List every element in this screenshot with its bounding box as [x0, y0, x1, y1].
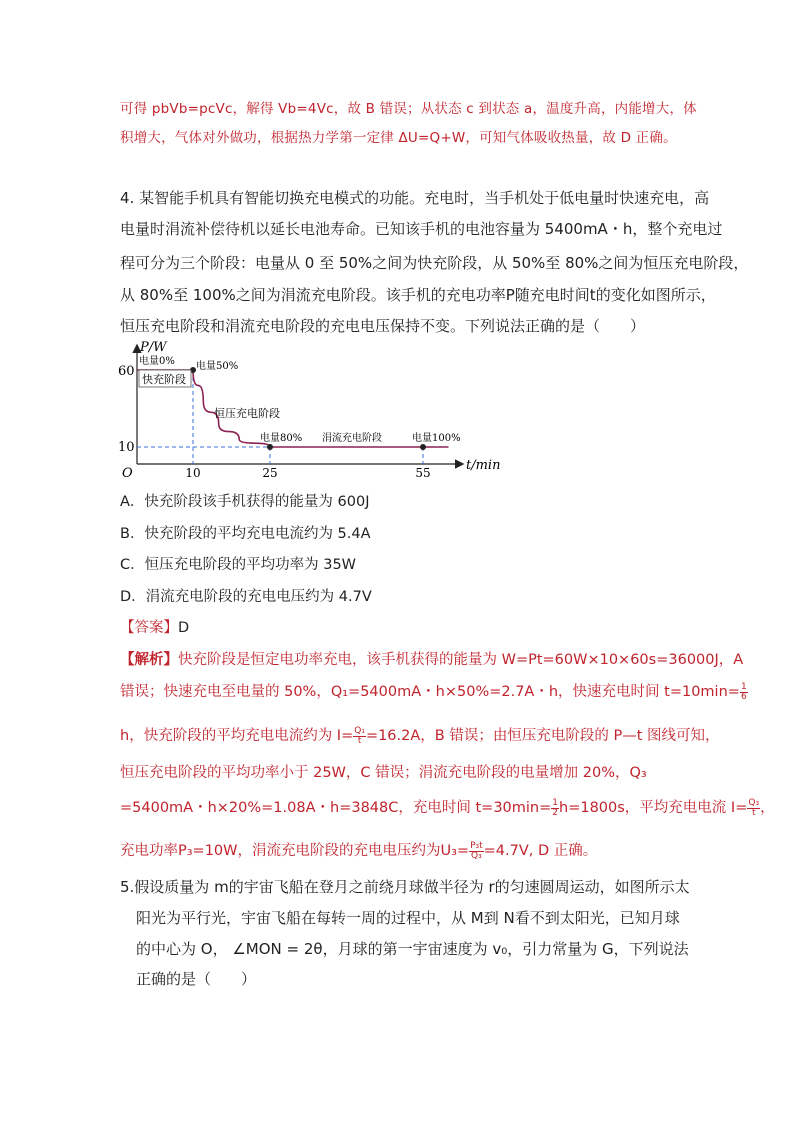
- fraction: $\frac{\text{P₃t}}{\text{Q₃}}$: [470, 840, 483, 861]
- analysis-text: 快充阶段是恒定电功率充电，该手机获得的能量为 W=Pt=60W×10×60s=36000J，A: [178, 652, 744, 668]
- analysis-text: 充电功率P₃=10W，涓流充电阶段的充电电压约为U₃=: [120, 843, 470, 859]
- annotation-battery-100: 电量100%: [412, 433, 461, 444]
- y-tick-label: 60: [118, 364, 135, 379]
- q4-line-1: 4. 某智能手机具有智能切换充电模式的功能。充电时，当手机处于低电量时快速充电，高: [120, 189, 710, 207]
- fraction: $\frac{1}{2}$: [552, 797, 559, 818]
- analysis-line-4: 恒压充电阶段的平均功率小于 25W，C 错误；涓流充电阶段的电量增加 20%，Q₃: [120, 765, 647, 781]
- analysis-text: 错误；快速充电至电量的 50%，Q₁=5400mA・h×50%=2.7A・h，快速充电时间 t=10min=: [120, 684, 740, 700]
- answer-label: 【答案】: [120, 620, 178, 636]
- fraction: $\frac{1}{6}$: [740, 681, 747, 702]
- q5-line-1: 5.假设质量为 m的宇宙飞船在登月之前绕月球做半径为 r的匀速圆周运动，如图所示太: [120, 878, 690, 896]
- point-marker: [420, 444, 426, 450]
- analysis-line-1: [120, 648, 743, 669]
- analysis-line-2: [120, 680, 748, 702]
- analysis-text: =16.2A，B 错误；由恒压充电阶段的 P—t 图线可知，: [365, 728, 720, 744]
- analysis-text: ，: [760, 800, 775, 816]
- annotation-trickle-stage: 涓流充电阶段: [322, 433, 382, 444]
- annotation-fast-stage: 快充阶段: [142, 373, 186, 386]
- q4-line-3: 程可分为三个阶段：电量从 0 至 50%之间为快充阶段，从 50%至 80%之间为恒压充电阶段，: [120, 254, 749, 272]
- q4-line-2: 电量时涓流补偿待机以延长电池寿命。已知该手机的电池容量为 5400mA・h，整个充电过: [120, 220, 723, 238]
- option-c: C．恒压充电阶段的平均功率为 35W: [120, 557, 357, 573]
- analysis-text: =4.7V, D 正确。: [483, 843, 598, 859]
- analysis-text: h，快充阶段的平均充电电流约为 I=: [120, 728, 354, 744]
- y-axis-label: P/W: [140, 340, 167, 355]
- option-a: A．快充阶段该手机获得的能量为 600J: [120, 494, 370, 510]
- prev-solution-line-1: 可得 pbVb=pcVc，解得 Vb=4Vc，故 B 错误；从状态 c 到状态 a，温度升高，内能增大，体: [120, 101, 697, 117]
- option-b: B．快充阶段的平均充电电流约为 5.4A: [120, 526, 371, 542]
- x-tick-label: 10: [185, 466, 201, 478]
- fraction: $\frac{\text{Q₁}}{t}$: [354, 725, 365, 746]
- x-axis-label: t/min: [466, 458, 501, 473]
- point-marker: [267, 444, 273, 450]
- analysis-text: =5400mA・h×20%=1.08A・h=3848C，充电时间 t=30min=: [120, 800, 552, 816]
- q4-line-4: 从 80%至 100%之间为涓流充电阶段。该手机的充电功率P随充电时间t的变化如图所示，: [120, 286, 716, 304]
- x-tick-label: 55: [415, 466, 431, 478]
- answer-value: D: [178, 620, 190, 636]
- analysis-label: 【解析】: [120, 652, 178, 668]
- analysis-line-6: [120, 839, 597, 861]
- answer-line: [120, 616, 189, 637]
- x-tick-label: 25: [262, 466, 278, 478]
- power-time-chart: [110, 338, 510, 478]
- analysis-line-5: [120, 796, 775, 818]
- annotation-battery-80: 电量80%: [260, 433, 303, 444]
- q4-line-5: 恒压充电阶段和涓流充电阶段的充电电压保持不变。下列说法正确的是（ ）: [120, 317, 646, 335]
- option-d: D．涓流充电阶段的充电电压约为 4.7V: [120, 589, 372, 605]
- q5-line-3: 的中心为 O， ∠MON = 2θ，月球的第一宇宙速度为 v₀，引力常量为 G，下列说法: [136, 940, 689, 958]
- q5-line-4: 正确的是（ ）: [136, 970, 257, 988]
- fraction: $\frac{\text{Q₃}}{t}$: [748, 797, 760, 818]
- annotation-battery-50: 电量50%: [196, 361, 239, 372]
- annotation-cv-stage: 恒压充电阶段: [214, 407, 280, 420]
- prev-solution-line-2: 积增大，气体对外做功，根据热力学第一定律 ΔU=Q+W，可知气体吸收热量，故 D 正确。: [120, 130, 677, 146]
- analysis-text: h=1800s，平均充电电流 I=: [559, 800, 748, 816]
- annotation-battery-0: 电量0%: [139, 356, 175, 367]
- y-tick-label: 10: [118, 440, 135, 455]
- analysis-line-3: [120, 724, 720, 746]
- q5-line-2: 阳光为平行光，宇宙飞船在每转一周的过程中，从 M到 N看不到太阳光，已知月球: [136, 909, 680, 927]
- origin-label: O: [122, 466, 133, 478]
